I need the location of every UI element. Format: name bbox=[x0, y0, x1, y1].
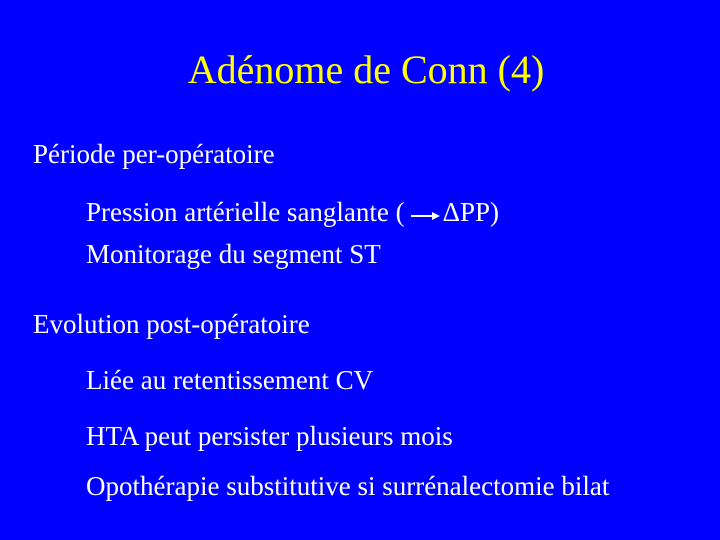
section-heading-per-operatoire: Période per-opératoire bbox=[33, 139, 275, 169]
section-heading-post-operatoire: Evolution post-opératoire bbox=[33, 309, 310, 339]
bullet-opotherapie: Opothérapie substitutive si surrénalectomie bilat bbox=[86, 471, 610, 501]
bullet-retentissement-cv: Liée au retentissement CV bbox=[86, 365, 374, 395]
bullet-pression-arterielle bbox=[86, 196, 499, 228]
bullet-text-delta-pp: ΔPP) bbox=[442, 197, 500, 227]
right-arrow-icon bbox=[405, 203, 443, 223]
bullet-text: Pression artérielle sanglante ( bbox=[86, 197, 405, 227]
slide-title: Adénome de Conn (4) bbox=[187, 47, 545, 92]
bullet-hta: HTA peut persister plusieurs mois bbox=[86, 421, 453, 451]
bullet-monitorage-st: Monitorage du segment ST bbox=[86, 239, 381, 269]
